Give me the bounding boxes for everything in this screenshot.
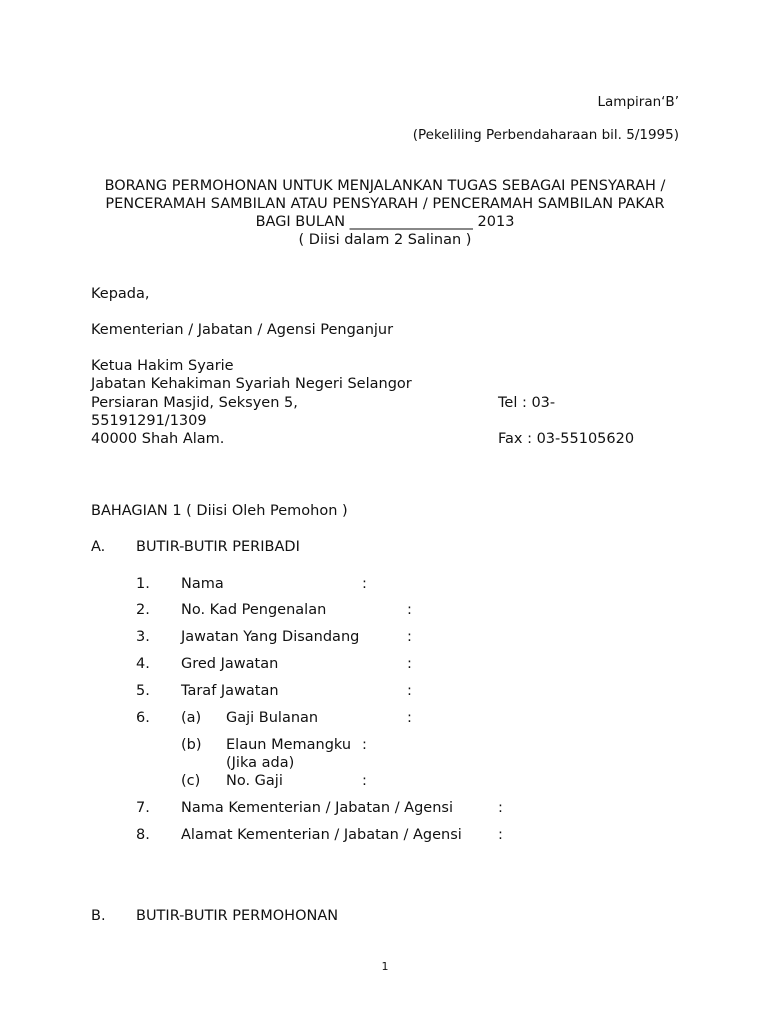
part-b-letter: B. (91, 908, 106, 924)
field-colon: : (407, 683, 412, 699)
field-colon: : (362, 737, 367, 753)
recipient-street: Persiaran Masjid, Seksyen 5, (91, 395, 298, 411)
field-note-if-any: (Jika ada) (226, 755, 295, 771)
field-label-position: Jawatan Yang Disandang (181, 629, 360, 645)
circular-reference: (Pekeliling Perbendaharaan bil. 5/1995) (412, 127, 679, 143)
field-colon: : (407, 710, 412, 726)
organizer-label: Kementerian / Jabatan / Agensi Penganjur (91, 322, 394, 338)
field-label-status: Taraf Jawatan (181, 683, 279, 699)
part-a-letter: A. (91, 539, 106, 555)
attachment-label: Lampiran‘B’ (597, 94, 679, 110)
field-label-monthly-salary: Gaji Bulanan (226, 710, 319, 726)
sub-item-letter: (c) (181, 773, 201, 789)
field-colon: : (407, 602, 412, 618)
sub-item-letter: (a) (181, 710, 202, 726)
item-number: 4. (136, 656, 150, 672)
item-number: 6. (136, 710, 150, 726)
recipient-department: Jabatan Kehakiman Syariah Negeri Selangor (91, 376, 412, 392)
section-1-heading: BAHAGIAN 1 ( Diisi Oleh Pemohon ) (91, 503, 348, 519)
part-a-title: BUTIR-BUTIR PERIBADI (136, 539, 300, 555)
field-colon: : (498, 800, 503, 816)
item-number: 3. (136, 629, 150, 645)
field-colon: : (498, 827, 503, 843)
field-label-ic-number: No. Kad Pengenalan (181, 602, 327, 618)
field-label-salary-number: No. Gaji (226, 773, 283, 789)
form-title-line-4: ( Diisi dalam 2 Salinan ) (298, 232, 472, 248)
page-number: 1 (381, 960, 389, 973)
item-number: 5. (136, 683, 150, 699)
field-label-ministry-address: Alamat Kementerian / Jabatan / Agensi (181, 827, 462, 843)
field-label-grade: Gred Jawatan (181, 656, 279, 672)
recipient-name: Ketua Hakim Syarie (91, 358, 234, 374)
field-label-ministry-name: Nama Kementerian / Jabatan / Agensi (181, 800, 454, 816)
form-title-line-2: PENCERAMAH SAMBILAN ATAU PENSYARAH / PENCERAMAH SAMBILAN PAKAR (105, 196, 665, 212)
field-label-nama: Nama (181, 576, 224, 592)
field-colon: : (407, 656, 412, 672)
field-colon: : (362, 576, 367, 592)
field-colon: : (407, 629, 412, 645)
part-b-title: BUTIR-BUTIR PERMOHONAN (136, 908, 339, 924)
form-title-line-1: BORANG PERMOHONAN UNTUK MENJALANKAN TUGAS SEBAGAI PENSYARAH / (104, 178, 666, 194)
recipient-tel-continued: 55191291/1309 (91, 413, 207, 429)
item-number: 8. (136, 827, 150, 843)
recipient-fax: Fax : 03-55105620 (498, 431, 635, 447)
item-number: 7. (136, 800, 150, 816)
field-colon: : (362, 773, 367, 789)
item-number: 1. (136, 576, 150, 592)
recipient-city: 40000 Shah Alam. (91, 431, 225, 447)
salutation: Kepada, (91, 286, 150, 302)
item-number: 2. (136, 602, 150, 618)
recipient-tel: Tel : 03- (498, 395, 556, 411)
field-label-acting-allowance: Elaun Memangku (226, 737, 352, 753)
sub-item-letter: (b) (181, 737, 202, 753)
form-title-line-3: BAGI BULAN _________________ 2013 (255, 214, 515, 230)
